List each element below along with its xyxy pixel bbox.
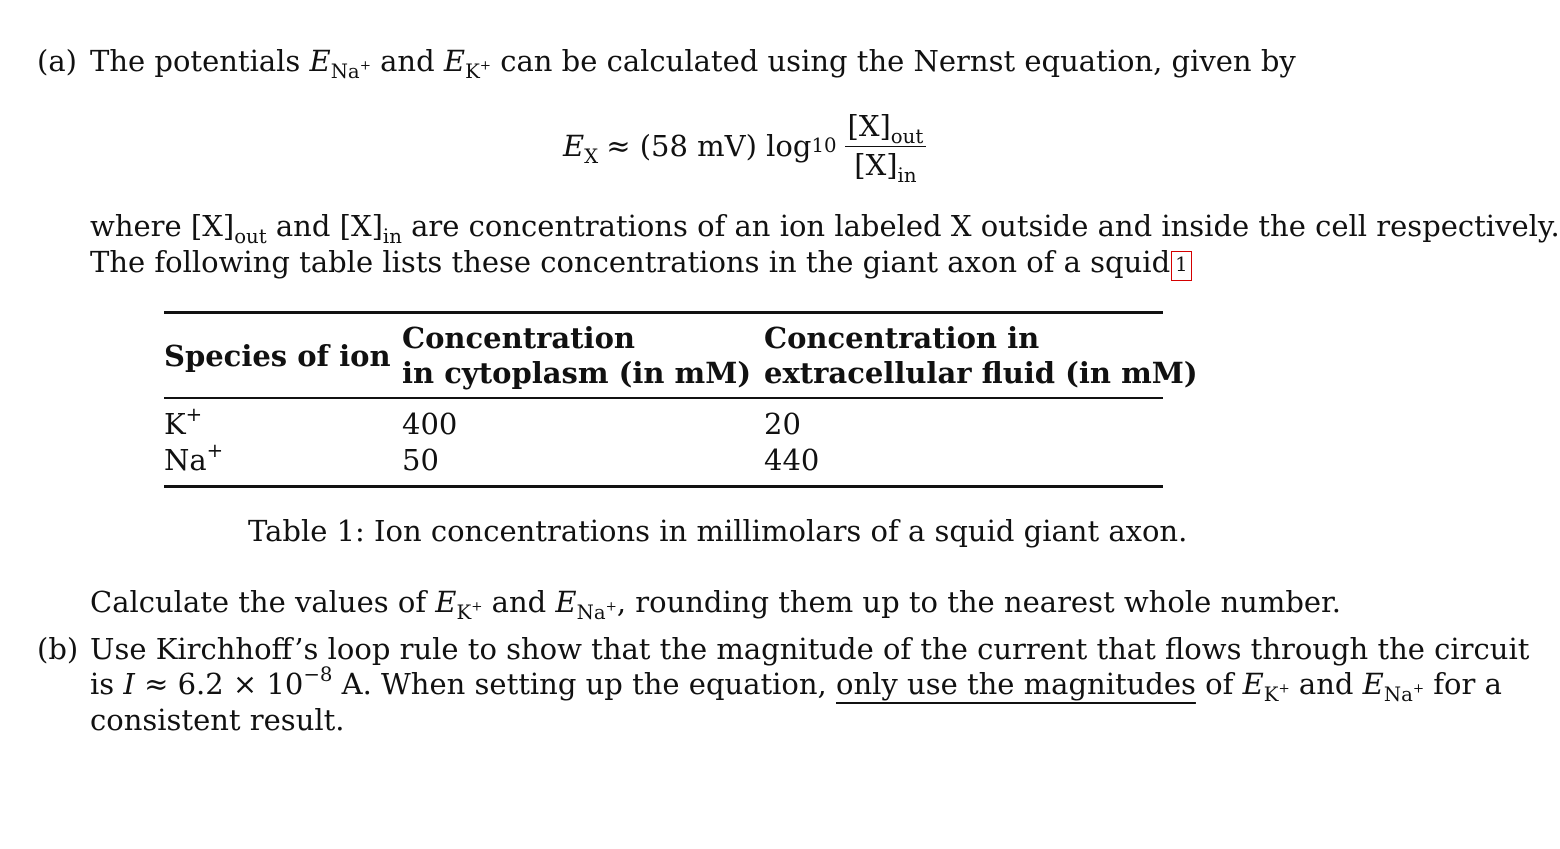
- table-mid-rule: [164, 397, 1163, 399]
- header-extracellular-line1: Concentration in: [764, 321, 1040, 355]
- table-row-k-extracellular: 20: [764, 407, 801, 441]
- part-a-label: (a): [37, 44, 77, 78]
- part-b-line1: Use Kirchhoff’s loop rule to show that the magnitude of the current that flows through the circuit: [90, 632, 1530, 666]
- nernst-fraction: $\frac{[X]_{out}}{[X]_{in}}$: [845, 110, 927, 182]
- magnitudes-emphasis: only use the magnitudes: [836, 667, 1196, 701]
- header-cytoplasm-line1: Concentration: [402, 321, 636, 355]
- where-sentence: where $[X]_{out}$ and $[X]_{in}$ are concentrations of an ion labeled X outside and inside the cell respectively.: [90, 209, 1560, 248]
- header-species: Species of ion: [164, 339, 391, 373]
- table-caption: Table 1: Ion concentrations in millimolars of a squid giant axon.: [248, 514, 1188, 548]
- table-row-na-extracellular: 440: [764, 443, 820, 477]
- table-top-rule: [164, 311, 1163, 314]
- table-bottom-rule: [164, 485, 1163, 488]
- table-row-na-cytoplasm: 50: [402, 443, 439, 477]
- header-extracellular-line2: extracellular fluid (in mM): [764, 356, 1198, 390]
- part-a-intro: The potentials $E_{Na^+}$ and $E_{K^+}$ can be calculated using the Nernst equation, given by: [90, 44, 1296, 83]
- part-b-line2: is $I \approx 6.2 \times 10^{-8}$ A. When setting up the equation, only use the magnitudes of $E_{K^+}$ and $E_{Na^+}$ for a: [90, 663, 1502, 706]
- calculate-instruction: Calculate the values of $E_{K^+}$ and $E_{Na^+}$, rounding them up to the nearest whole number.: [90, 585, 1341, 624]
- part-b-line3: consistent result.: [90, 703, 345, 737]
- part-b-label: (b): [37, 632, 79, 666]
- table-row-na-species: Na+: [164, 439, 224, 477]
- header-cytoplasm-line2: in cytoplasm (in mM): [402, 356, 752, 390]
- table-row-k-species: K+: [164, 403, 203, 441]
- footnote-link[interactable]: 1: [1171, 251, 1192, 281]
- table-row-k-cytoplasm: 400: [402, 407, 458, 441]
- nernst-equation: $E_X$ ≈ (58 mV) log 10 $\frac{[X]_{out}}{[X]_{in}}$: [563, 104, 926, 188]
- table-intro-sentence: The following table lists these concentrations in the giant axon of a squid $^1$: [90, 248, 1192, 281]
